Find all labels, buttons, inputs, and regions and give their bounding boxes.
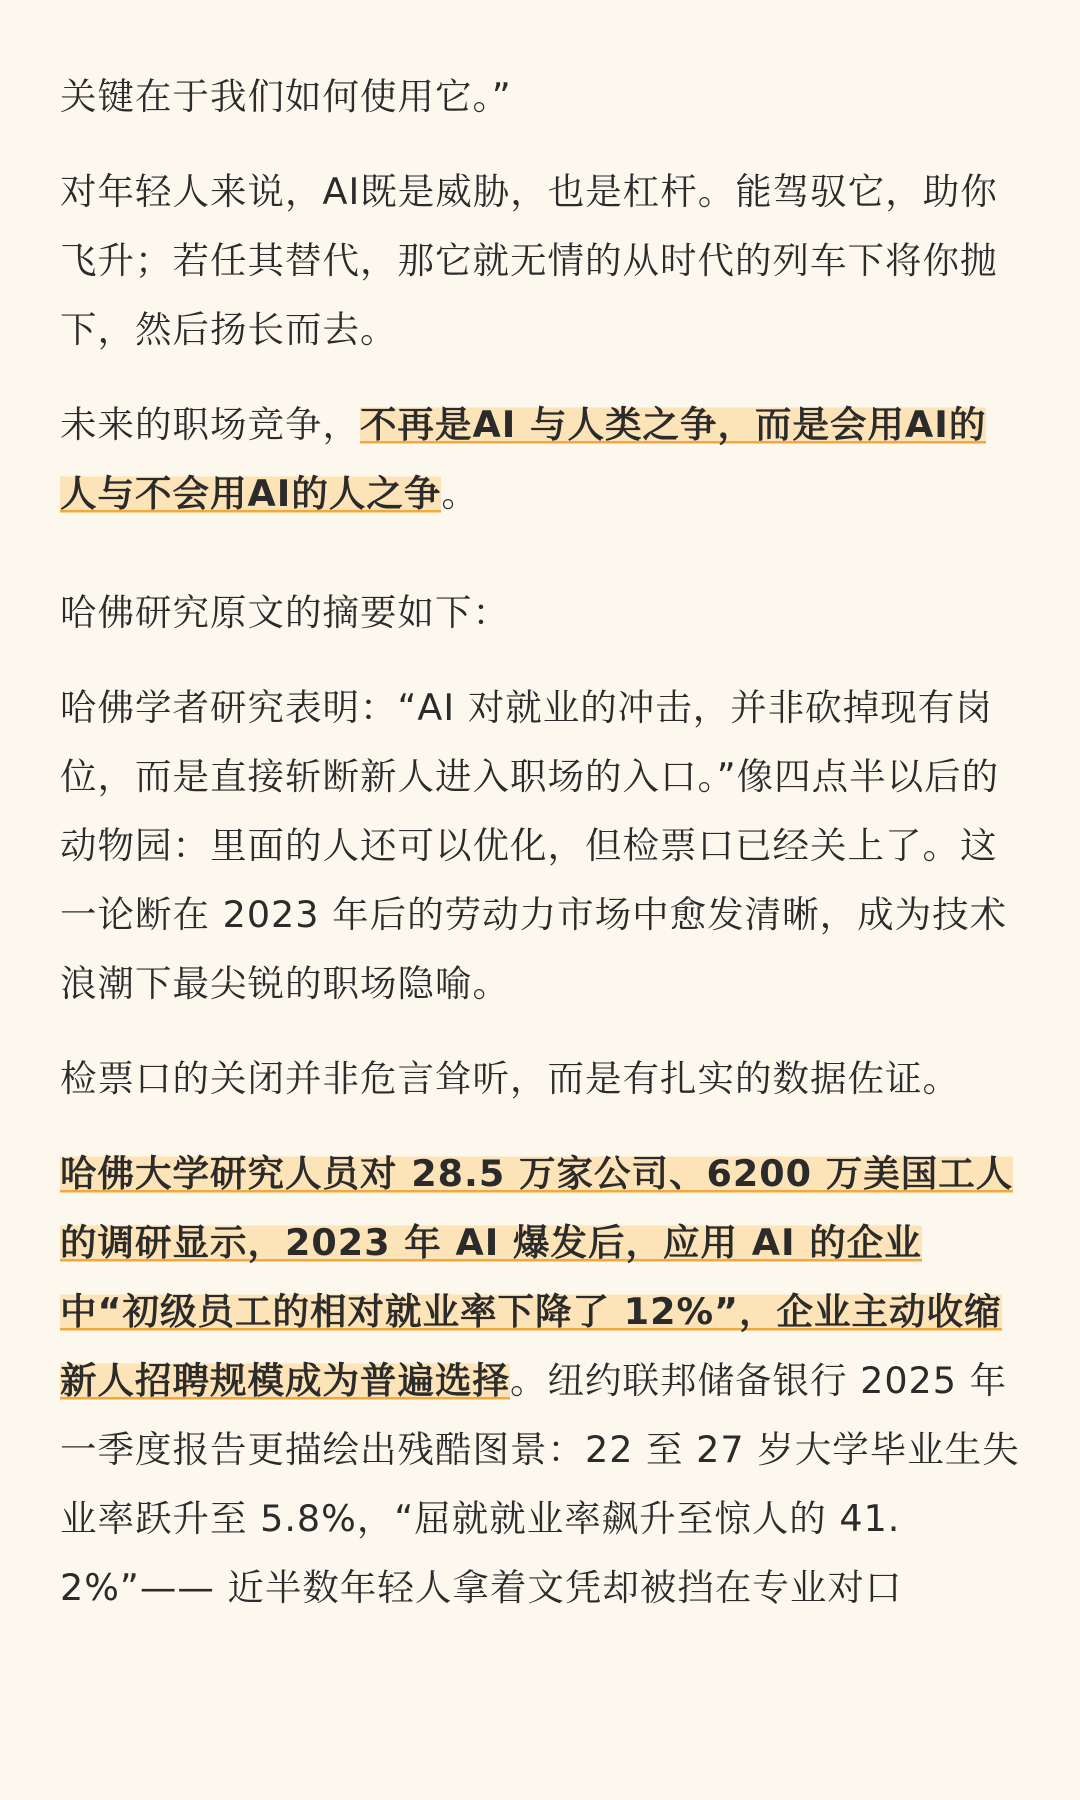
article-paragraph <box>60 1044 1020 1113</box>
paragraph-text: 。 <box>441 472 479 515</box>
paragraph-text: 哈佛研究原文的摘要如下： <box>60 591 510 634</box>
highlighted-text: 哈佛大学研究人员对 28.5 万家公司、6200 万美国工人的调研显示，2023 年 AI 爆发后，应用 AI 的企业中“初级员工的相对就业率下降了 12%”，企业主动收缩新人招聘规模成为普遍选择 <box>60 1152 1014 1402</box>
article-paragraph <box>60 157 1020 364</box>
article-paragraph <box>60 673 1020 1018</box>
paragraph-text: 检票口的关闭并非危言耸听，而是有扎实的数据佐证。 <box>60 1057 960 1100</box>
paragraph-text: 对年轻人来说，AI既是威胁，也是杠杆。能驾驭它，助你飞升；若任其替代，那它就无情的从时代的列车下将你抛下，然后扬长而去。 <box>60 170 998 351</box>
article-paragraph <box>60 1139 1020 1622</box>
article-paragraph <box>60 62 1020 131</box>
paragraph-text: 关键在于我们如何使用它。” <box>60 75 512 118</box>
paragraph-text: 哈佛学者研究表明：“AI 对就业的冲击，并非砍掉现有岗位，而是直接斩断新人进入职场的入口。”像四点半以后的动物园：里面的人还可以优化，但检票口已经关上了。这一论断在 2023 年后的劳动力市场中愈发清晰，成为技术浪潮下最尖锐的职场隐喻。 <box>60 686 1008 1005</box>
paragraph-text: 。纽约联邦储备银行 2025 年一季度报告更描绘出残酷图景：22 至 27 岁大学毕业生失业率跃升至 5.8%，“屈就就业率飙升至惊人的 41.2%”—— 近半数年轻人拿着文凭却被挡在专业对口 <box>60 1359 1020 1609</box>
paragraph-text: 未来的职场竞争， <box>60 403 360 446</box>
highlighted-text: 不再是AI 与人类之争，而是会用AI的人与不会用AI的人之争 <box>60 403 987 515</box>
article-paragraph <box>60 578 1020 647</box>
article-paragraph <box>60 390 1020 528</box>
